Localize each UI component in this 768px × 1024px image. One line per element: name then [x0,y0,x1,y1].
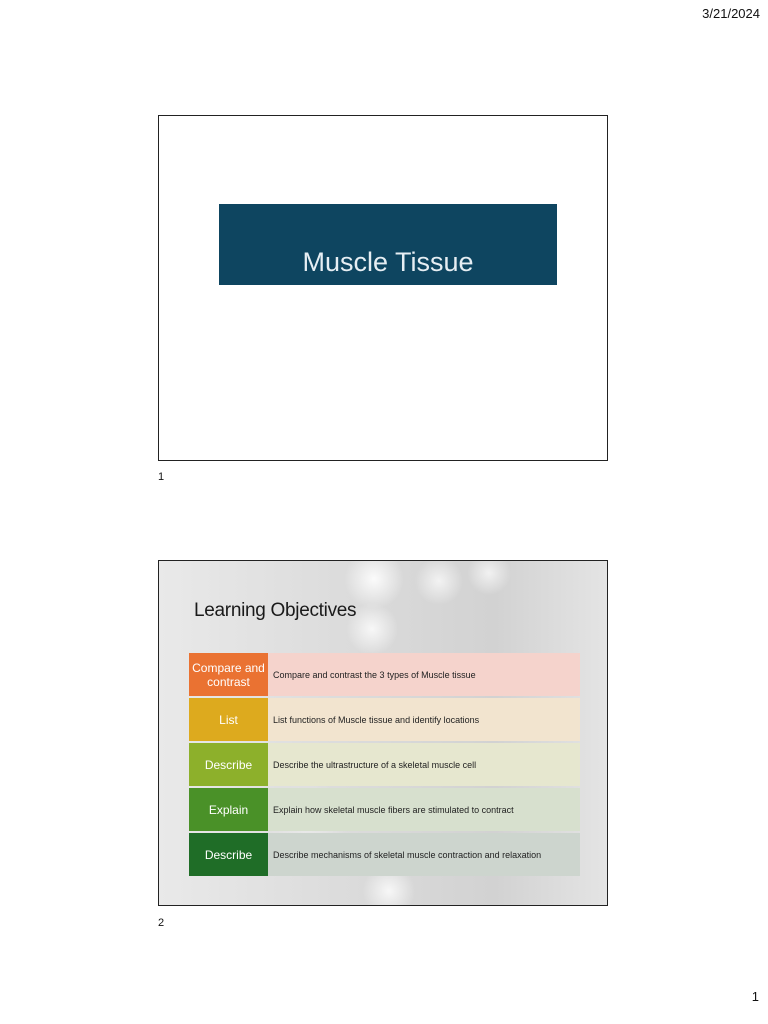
slide-title-banner [219,204,557,285]
objective-text: Compare and contrast the 3 types of Muscle tissue [268,653,580,696]
objective-verb: Compare and contrast [189,653,268,696]
objectives-table [189,653,580,878]
objectives-title: Learning Objectives [194,600,357,621]
slide-number-2: 2 [158,917,165,929]
objective-text: Describe the ultrastructure of a skeletal muscle cell [268,743,580,786]
slide-2 [158,560,608,906]
objective-verb: Explain [189,788,268,831]
slide-number-1: 1 [158,471,165,483]
objective-row [189,743,580,786]
objective-row [189,833,580,876]
objective-row [189,698,580,741]
page-date: 3/21/2024 [702,6,760,21]
page-number: 1 [751,989,759,1004]
objective-text: Explain how skeletal muscle fibers are stimulated to contract [268,788,580,831]
slide-title: Muscle Tissue [302,247,474,277]
objective-verb: Describe [189,743,268,786]
objective-verb: List [189,698,268,741]
objective-text: List functions of Muscle tissue and identify locations [268,698,580,741]
objective-row [189,653,580,696]
objective-text: Describe mechanisms of skeletal muscle contraction and relaxation [268,833,580,876]
objective-verb: Describe [189,833,268,876]
objective-row [189,788,580,831]
slide-1 [158,115,608,461]
